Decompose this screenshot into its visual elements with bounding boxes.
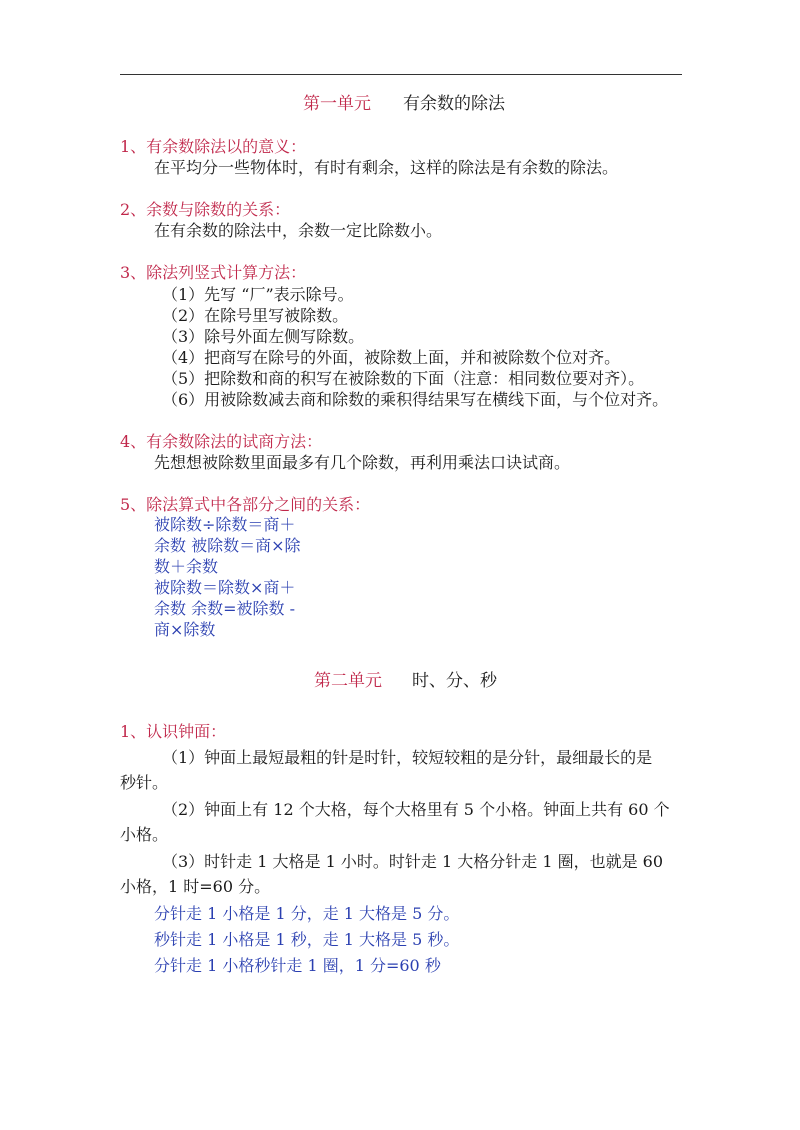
unit1-s3-heading: 3、除法列竖式计算方法： bbox=[120, 263, 307, 282]
unit2-s1-p3: （3）时针走 1 大格是 1 小时。时针走 1 大格分针走 1 圈，也就是 60 bbox=[162, 852, 664, 871]
unit1-title-number: 第一单元 bbox=[303, 94, 371, 114]
unit2-s1-blue-line: 秒针走 1 小格是 1 秒，走 1 大格是 5 秒。 bbox=[154, 930, 460, 949]
unit1-s5-line: 余数 余数=被除数 - bbox=[154, 599, 295, 618]
unit1-s2-heading: 2、余数与除数的关系： bbox=[120, 200, 291, 219]
unit2-title-number: 第二单元 bbox=[314, 671, 382, 691]
unit1-s5-heading: 5、除法算式中各部分之间的关系： bbox=[120, 495, 371, 514]
unit1-s1-heading: 1、有余数除法以的意义： bbox=[120, 137, 307, 156]
unit1-s3-step: （6）用被除数减去商和除数的乘积得结果写在横线下面，与个位对齐。 bbox=[162, 390, 669, 409]
unit1-s5-line: 余数 被除数＝商×除 bbox=[154, 536, 301, 555]
unit1-s5-line: 数＋余数 bbox=[154, 557, 219, 576]
unit2-s1-blue-line: 分针走 1 小格是 1 分，走 1 大格是 5 分。 bbox=[154, 904, 460, 923]
unit1-s3-step: （2）在除号里写被除数。 bbox=[162, 306, 349, 325]
unit2-s1-blue-line: 分针走 1 小格秒针走 1 圈，1 分=60 秒 bbox=[154, 956, 441, 975]
unit1-title-topic: 有余数的除法 bbox=[403, 94, 505, 114]
unit1-s3-step: （1）先写 “厂”表示除号。 bbox=[162, 285, 354, 304]
unit1-s3-step: （3）除号外面左侧写除数。 bbox=[162, 327, 365, 346]
unit1-s5-line: 被除数÷除数＝商＋ bbox=[154, 515, 296, 534]
unit2-s1-p3-cont: 小格，1 时=60 分。 bbox=[120, 877, 271, 896]
unit1-s3-step: （5）把除数和商的积写在被除数的下面（注意：相同数位要对齐）。 bbox=[162, 369, 645, 388]
unit1-s4-heading: 4、有余数除法的试商方法： bbox=[120, 432, 323, 451]
unit2-s1-p2-cont: 小格。 bbox=[120, 825, 169, 844]
unit1-s5-line: 被除数＝除数×商＋ bbox=[154, 578, 296, 597]
unit1-s4-body: 先想想被除数里面最多有几个除数，再利用乘法口诀试商。 bbox=[154, 453, 571, 472]
unit1-s3-step: （4）把商写在除号的外面，被除数上面，并和被除数个位对齐。 bbox=[162, 348, 621, 367]
unit2-s1-p2: （2）钟面上有 12 个大格，每个大格里有 5 个小格。钟面上共有 60 个 bbox=[162, 800, 670, 819]
unit1-s1-body: 在平均分一些物体时，有时有剩余，这样的除法是有余数的除法。 bbox=[154, 158, 619, 177]
unit2-s1-heading: 1、认识钟面： bbox=[120, 722, 227, 741]
unit2-s1-p1-cont: 秒针。 bbox=[120, 773, 169, 792]
unit1-s5-line: 商×除数 bbox=[154, 620, 216, 639]
unit1-s2-body: 在有余数的除法中，余数一定比除数小。 bbox=[154, 221, 443, 240]
unit2-title-topic: 时、分、秒 bbox=[412, 671, 497, 691]
header-rule bbox=[120, 74, 682, 75]
unit2-s1-p1: （1）钟面上最短最粗的针是时针，较短较粗的是分针，最细最长的是 bbox=[162, 748, 653, 767]
